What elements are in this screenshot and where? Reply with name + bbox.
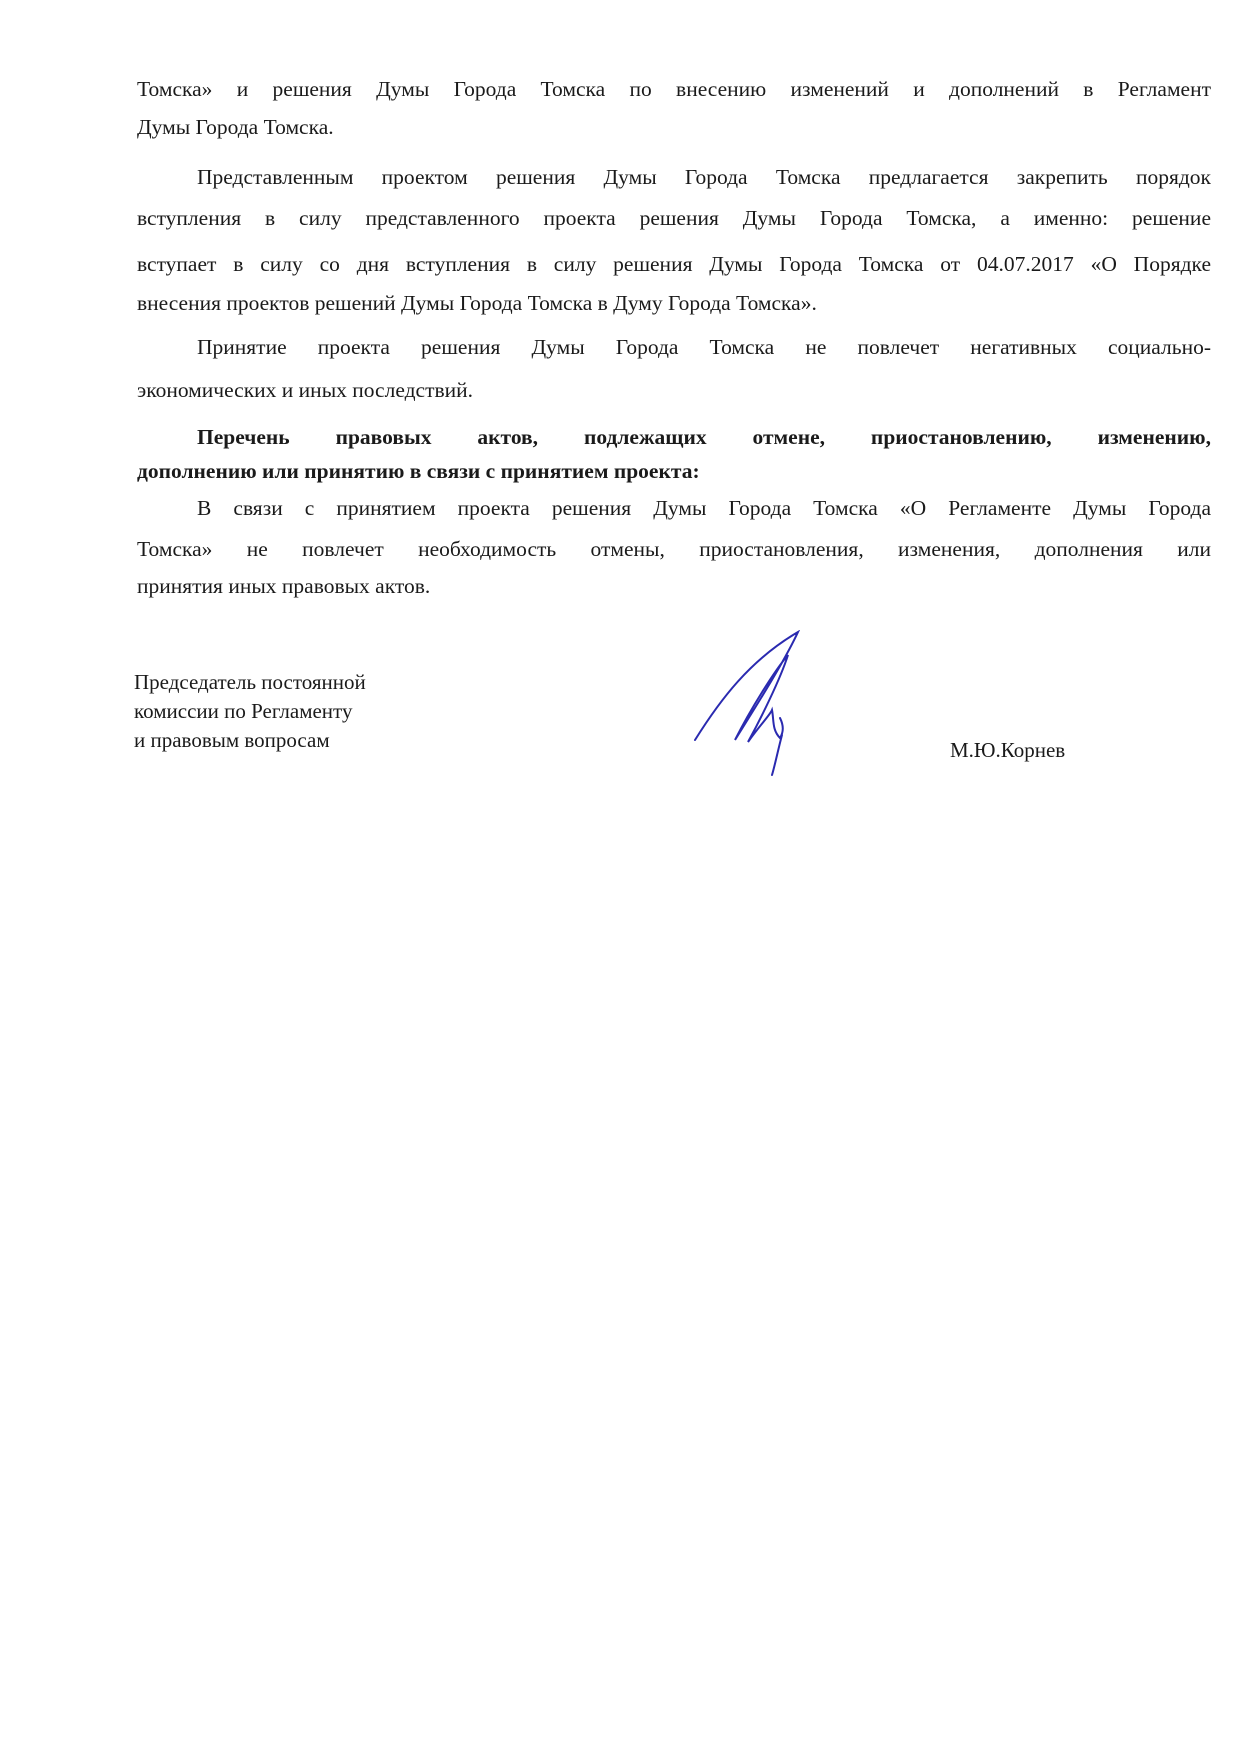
signatory-name: М.Ю.Корнев — [950, 738, 1066, 762]
position-line: комиссии по Регламенту — [134, 699, 353, 723]
text-line: Думы Города Томска. — [137, 115, 334, 139]
text-line: В связи с принятием проекта решения Думы Города Томска «О Регламенте Думы Города — [197, 496, 1211, 520]
text-line: Принятие проекта решения Думы Города Томска не повлечет негативных социально- — [197, 335, 1211, 359]
position-line: и правовым вопросам — [134, 728, 330, 752]
text-line: внесения проектов решений Думы Города Томска в Думу Города Томска». — [137, 291, 817, 315]
signatory-position — [134, 668, 366, 755]
text-line: Представленным проектом решения Думы Города Томска предлагается закрепить порядок — [197, 165, 1211, 189]
section-heading-line: дополнению или принятию в связи с принятием проекта: — [137, 459, 700, 483]
text-line: вступает в силу со дня вступления в силу решения Думы Города Томска от 04.07.2017 «О Порядке — [137, 252, 1211, 276]
text-line: вступления в силу представленного проекта решения Думы Города Томска, а именно: решение — [137, 206, 1211, 230]
position-line: Председатель постоянной — [134, 670, 366, 694]
handwritten-signature — [690, 630, 830, 780]
text-line: Томска» и решения Думы Города Томска по внесению изменений и дополнений в Регламент — [137, 77, 1211, 101]
text-line: Томска» не повлечет необходимость отмены, приостановления, изменения, дополнения или — [137, 537, 1211, 561]
text-line: экономических и иных последствий. — [137, 378, 474, 402]
section-heading-line: Перечень правовых актов, подлежащих отмене, приостановлению, изменению, — [197, 425, 1211, 449]
text-line: принятия иных правовых актов. — [137, 574, 431, 598]
